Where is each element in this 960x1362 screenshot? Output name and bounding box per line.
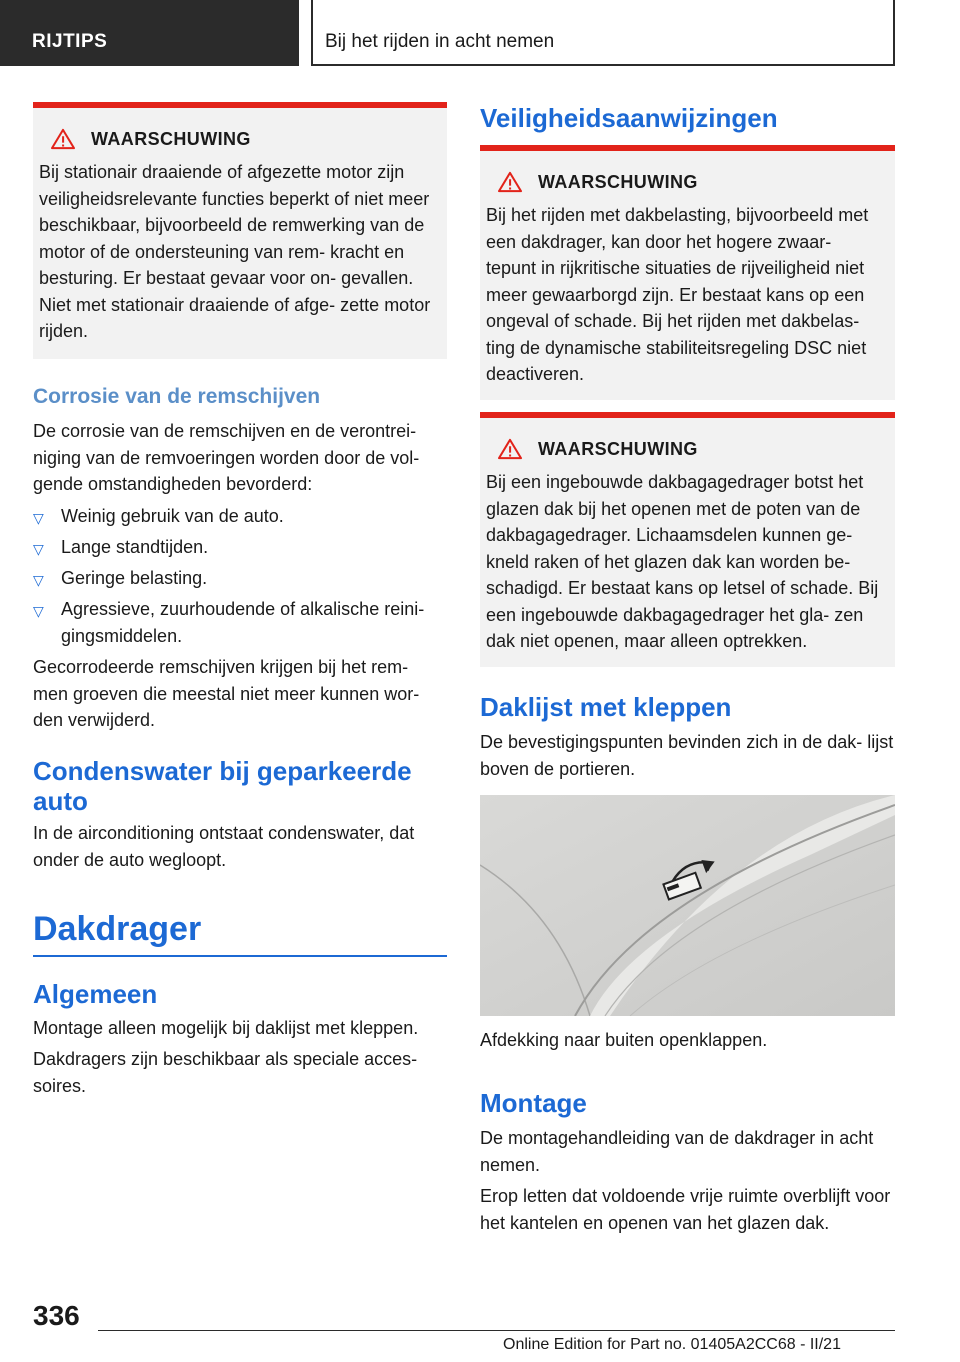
list-item-text: Geringe belasting. (61, 568, 208, 588)
mounting-p2: Erop letten dat voldoende vrije ruimte overblijft voor het kantelen en openen van het glazen dak. (480, 1186, 891, 1233)
bullet-triangle-icon: ▽ (33, 603, 44, 619)
footer-rule (98, 1330, 895, 1331)
bullet-triangle-icon: ▽ (33, 572, 44, 588)
warning-box-engine (33, 102, 447, 359)
roof-carrier-p2: Dakdragers zijn beschikbaar als speciale acces- soires. (33, 1049, 418, 1096)
list-item-text: Agressieve, zuurhoudende of alkalische reini- gingsmiddelen. (61, 599, 425, 646)
heading-safety: Veiligheidsaanwijzingen (480, 103, 778, 133)
page-header-title-text: Bij het rijden in acht nemen (325, 31, 555, 52)
heading-condensation: Condenswater bij geparkeerde auto (33, 756, 412, 816)
roof-strip-text: De bevestigingspunten bevinden zich in de dak- lijst boven de portieren. (480, 732, 894, 779)
list-item (33, 503, 447, 530)
page-number: 336 (33, 1300, 80, 1331)
list-item-text: Lange standtijden. (61, 537, 209, 557)
warning-text: Bij stationair draaiende of afgezette motor zijn veiligheidsrelevante functies beperkt of niet meer beschikbaar, bijvoorbeeld de remwerking van de motor of de ondersteuning van rem- kracht en besturing. Er bestaat gevaar voor on- gevallen. Niet met stationair draaiende of afge- zette motor rijden. (39, 162, 431, 341)
mounting-p1: De montagehandleiding van de dakdrager in acht nemen. (480, 1128, 874, 1175)
list-item (33, 534, 447, 561)
condensation-text: In de airconditioning ontstaat condenswater, dat onder de auto wegloopt. (33, 823, 415, 870)
bullet-triangle-icon: ▽ (33, 541, 44, 557)
corrosion-outro: Gecorrodeerde remschijven krijgen bij het rem- men groeven die meestal niet meer kunnen wor- den verwijderd. (33, 657, 420, 730)
heading-rule (33, 955, 447, 957)
warning-triangle-icon (496, 438, 524, 460)
heading-general: Algemeen (33, 979, 158, 1009)
heading-roof-carrier: Dakdrager (33, 910, 202, 948)
heading-roof-strip: Daklijst met kleppen (480, 692, 732, 722)
roof-carrier-p1: Montage alleen mogelijk bij daklijst met kleppen. (33, 1018, 419, 1038)
warning-text: Bij het rijden met dakbelasting, bijvoorbeeld met een dakdrager, kan door het hogere zwaar- tepunt in rijkritische situaties de rijveiligheid niet meer gewaarborgd zijn. Er bestaat kans op een ongeval of schade. Bij het rijden met dakbelas- ting de dynamische stabiliteitsregeling DSC niet deactiveren. (486, 205, 869, 384)
heading-mounting: Montage (480, 1088, 587, 1118)
section-tab (0, 0, 299, 66)
heading-corrosion: Corrosie van de remschijven (33, 385, 321, 408)
warning-title: WAARSCHUWING (538, 438, 698, 459)
warning-text: Bij een ingebouwde dakbagagedrager botst het glazen dak bij het openen met de poten van de dakbagagedrager. Lichaamsdelen kunnen ge- kneld raken of het glazen dak kan worden be- schadigd. Er bestaat kans op letsel of schade. Bij een ingebouwde dakbagagedrager het gla- zen dak niet openen, maar alleen optrekken. (486, 472, 879, 651)
bullet-triangle-icon: ▽ (33, 510, 44, 526)
warning-title: WAARSCHUWING (91, 128, 251, 149)
list-item (33, 565, 447, 592)
warning-box-roof-load (480, 145, 895, 400)
page-header-title (311, 0, 895, 66)
section-label: RIJTIPS (32, 31, 108, 52)
warning-triangle-icon (49, 128, 77, 150)
corrosion-intro: De corrosie van de remschijven en de verontrei- niging van de remvoeringen worden door de vol- gende omstandigheden bevorderd: (33, 421, 420, 494)
list-item-text: Weinig gebruik van de auto. (61, 506, 284, 526)
footer-edition: Online Edition for Part no. 01405A2CC68 - II/21 (503, 1336, 841, 1353)
list-item (33, 596, 447, 649)
warning-triangle-icon (496, 171, 524, 193)
roof-strip-caption: Afdekking naar buiten openklappen. (480, 1030, 768, 1050)
warning-title: WAARSCHUWING (538, 171, 698, 192)
roof-strip-photo (480, 795, 895, 1016)
warning-box-glass-roof (480, 412, 895, 667)
